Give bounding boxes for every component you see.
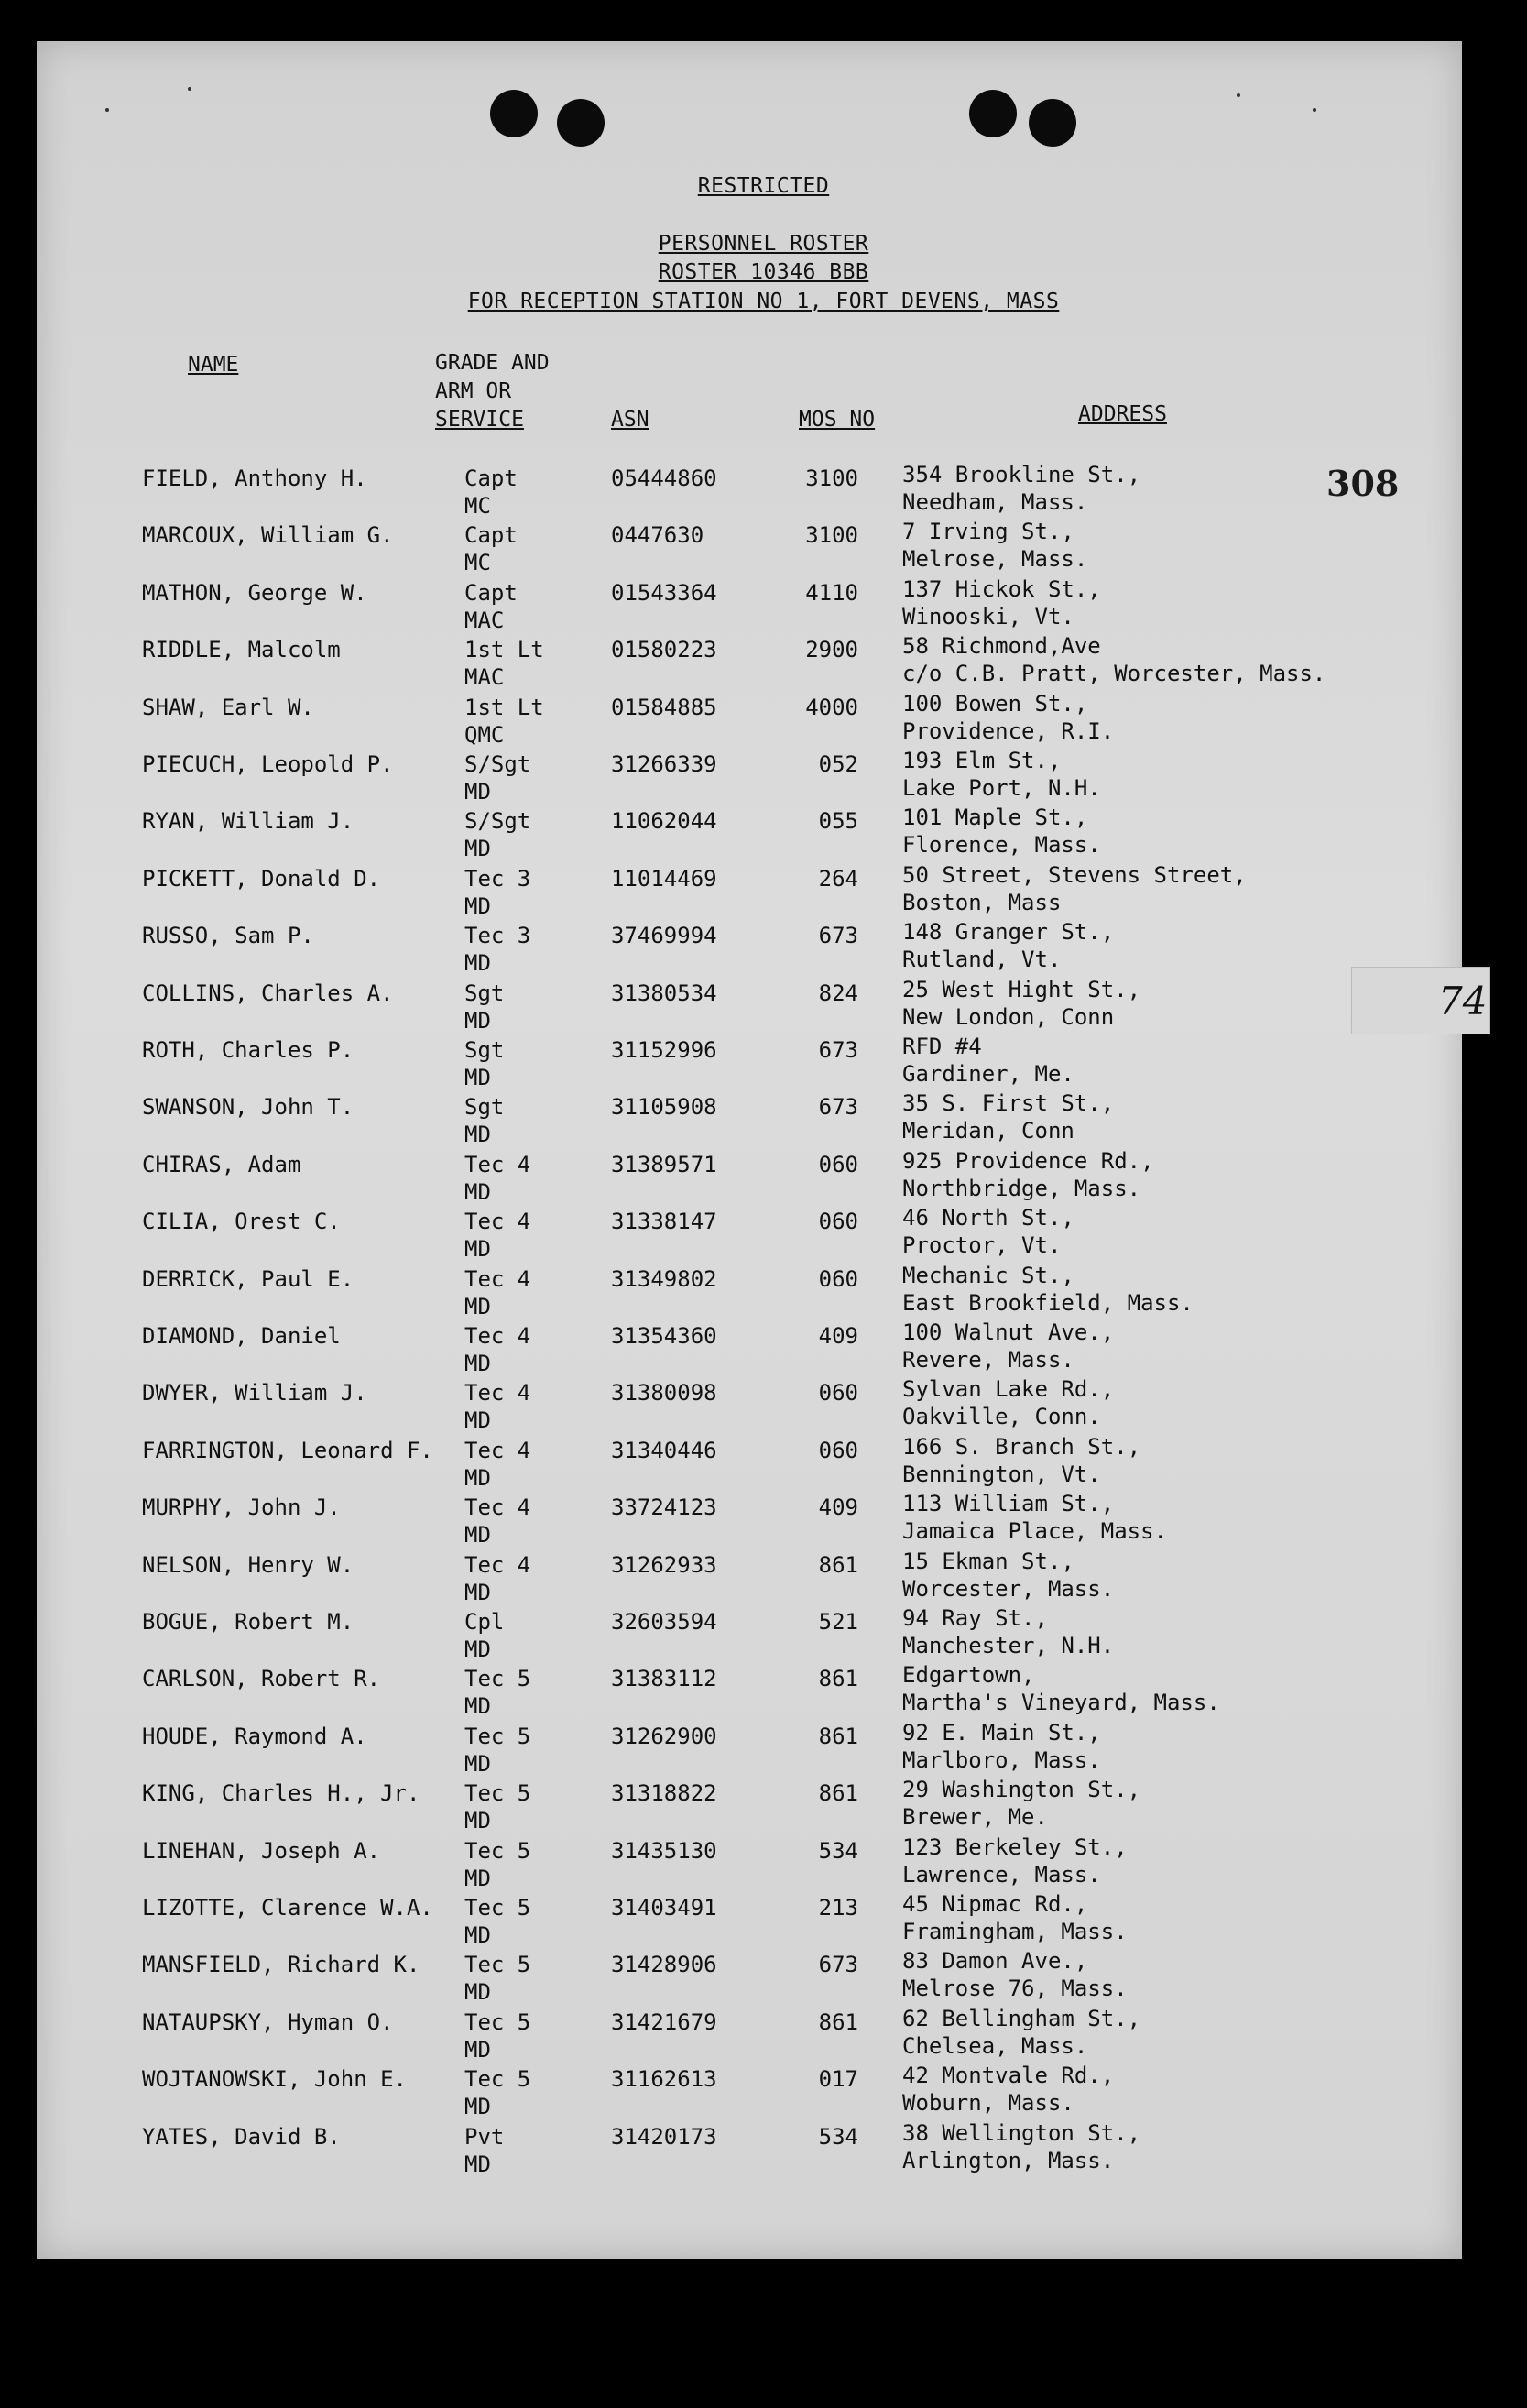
grade: Sgt — [464, 980, 505, 1006]
arm-or-service: MD — [464, 892, 491, 919]
table-row — [0, 1833, 1527, 1895]
grade: Tec 4 — [464, 1209, 531, 1235]
serial-number: 31380098 — [611, 1380, 717, 1406]
address-line-1: 94 Ray St., — [902, 1605, 1048, 1631]
address-line-1: 148 Granger St., — [902, 919, 1115, 946]
grade: Capt — [464, 579, 518, 606]
serial-number: 31383112 — [611, 1666, 717, 1692]
mos-number: 060 — [818, 1437, 858, 1463]
table-row — [0, 633, 1527, 694]
mos-number: 534 — [818, 1837, 858, 1864]
classification-heading: RESTRICTED — [697, 174, 830, 198]
address-line-2: New London, Conn — [902, 1003, 1115, 1030]
address-line-2: Oakville, Conn. — [902, 1404, 1101, 1430]
address-line-2: Revere, Mass. — [902, 1347, 1074, 1373]
mos-number: 534 — [818, 2123, 858, 2150]
person-name: PICKETT, Donald D. — [142, 865, 381, 892]
address-line-2: Northbridge, Mass. — [902, 1175, 1141, 1201]
person-name: SWANSON, John T. — [142, 1094, 354, 1121]
column-header-mos: MOS NO — [799, 408, 876, 432]
table-row — [0, 690, 1527, 751]
mos-number: 861 — [818, 1551, 858, 1578]
grade: Tec 4 — [464, 1265, 531, 1292]
person-name: DIAMOND, Daniel — [142, 1323, 341, 1349]
grade: Tec 5 — [464, 1952, 531, 1978]
punch-hole — [969, 90, 1017, 137]
address-line-1: Sylvan Lake Rd., — [902, 1376, 1115, 1403]
serial-number: 31338147 — [611, 1209, 717, 1235]
address-line-2: Needham, Mass. — [902, 489, 1088, 515]
table-row — [0, 1262, 1527, 1323]
column-header-name: NAME — [188, 353, 239, 377]
grade: Tec 5 — [464, 1780, 531, 1807]
table-row — [0, 1777, 1527, 1837]
serial-number: 31262933 — [611, 1551, 717, 1578]
address-line-1: 113 William St., — [902, 1491, 1115, 1517]
grade: 1st Lt — [464, 637, 544, 663]
arm-or-service: MD — [464, 1122, 491, 1148]
address-line-1: 100 Walnut Ave., — [902, 1319, 1115, 1345]
grade: Pvt — [464, 2123, 505, 2150]
table-row — [0, 748, 1527, 808]
person-name: KING, Charles H., Jr. — [142, 1780, 420, 1807]
table-row — [0, 1319, 1527, 1380]
address-line-2: Marlboro, Mass. — [902, 1746, 1101, 1773]
address-line-1: 38 Wellington St., — [902, 2119, 1141, 2146]
address-line-2: Lake Port, N.H. — [902, 775, 1101, 801]
table-row — [0, 1548, 1527, 1609]
address-line-1: 50 Street, Stevens Street, — [902, 861, 1247, 888]
table-row — [0, 1034, 1527, 1094]
serial-number: 37469994 — [611, 923, 717, 949]
mos-number: 060 — [818, 1151, 858, 1177]
address-line-1: 62 Bellingham St., — [902, 2005, 1141, 2031]
person-name: COLLINS, Charles A. — [142, 980, 394, 1006]
address-line-1: 100 Bowen St., — [902, 690, 1088, 717]
address-line-1: Edgartown, — [902, 1662, 1035, 1689]
speck — [1313, 108, 1316, 112]
table-row — [0, 919, 1527, 980]
table-row — [0, 519, 1527, 579]
address-line-2: Rutland, Vt. — [902, 947, 1062, 973]
arm-or-service: MD — [464, 2036, 491, 2063]
arm-or-service: MD — [464, 1007, 491, 1034]
address-line-1: 925 Providence Rd., — [902, 1147, 1154, 1174]
arm-or-service: MD — [464, 1065, 491, 1090]
grade: Sgt — [464, 1037, 505, 1063]
address-line-2: Meridan, Conn — [902, 1118, 1074, 1144]
tab-number: 74 — [1438, 979, 1488, 1023]
address-line-2: Framingham, Mass. — [902, 1919, 1128, 1944]
mos-number: 673 — [818, 1094, 858, 1121]
arm-or-service: MD — [464, 1464, 491, 1491]
address-line-2: Jamaica Place, Mass. — [902, 1518, 1167, 1545]
table-row — [0, 1491, 1527, 1551]
mos-number: 055 — [818, 808, 858, 835]
serial-number: 01580223 — [611, 637, 717, 663]
serial-number: 01543364 — [611, 579, 717, 606]
arm-or-service: MC — [464, 550, 491, 576]
address-line-1: 137 Hickok St., — [902, 575, 1101, 602]
address-line-1: RFD #4 — [902, 1034, 982, 1059]
mos-number: 673 — [818, 1952, 858, 1978]
grade: S/Sgt — [464, 808, 531, 835]
serial-number: 05444860 — [611, 465, 717, 491]
address-line-1: 15 Ekman St., — [902, 1548, 1074, 1574]
address-line-2: Winooski, Vt. — [902, 603, 1074, 629]
serial-number: 01584885 — [611, 694, 717, 720]
arm-or-service: MD — [464, 1236, 491, 1263]
arm-or-service: MD — [464, 836, 491, 862]
mos-number: 060 — [818, 1380, 858, 1406]
table-row — [0, 1891, 1527, 1952]
table-row — [0, 1147, 1527, 1209]
address-line-2: Melrose, Mass. — [902, 546, 1088, 573]
arm-or-service: MD — [464, 1693, 491, 1720]
serial-number: 31354360 — [611, 1323, 717, 1349]
arm-or-service: MD — [464, 2094, 491, 2120]
address-line-1: 166 S. Branch St., — [902, 1433, 1141, 1460]
mos-number: 060 — [818, 1209, 858, 1235]
address-line-1: 35 S. First St., — [902, 1090, 1115, 1117]
person-name: CHIRAS, Adam — [142, 1151, 301, 1177]
serial-number: 31262900 — [611, 1723, 717, 1749]
grade: Cpl — [464, 1609, 505, 1635]
mos-number: 409 — [818, 1494, 858, 1521]
person-name: YATES, David B. — [142, 2123, 341, 2150]
column-header-grade: GRADE AND ARM OR SERVICE — [435, 351, 550, 432]
punch-hole — [490, 90, 538, 137]
serial-number: 31420173 — [611, 2123, 717, 2150]
page-number: 308 — [1326, 463, 1400, 504]
address-line-2: East Brookfield, Mass. — [902, 1289, 1194, 1316]
address-line-1: 45 Nipmac Rd., — [902, 1891, 1088, 1917]
roster-number: ROSTER 10346 BBB — [658, 260, 869, 284]
person-name: WOJTANOWSKI, John E. — [142, 2066, 407, 2093]
table-row — [0, 2119, 1527, 2181]
arm-or-service: MD — [464, 1522, 491, 1549]
grade: Tec 4 — [464, 1151, 531, 1177]
table-row — [0, 1719, 1527, 1780]
arm-or-service: MD — [464, 1351, 491, 1376]
grade: Capt — [464, 522, 518, 549]
mos-number: 861 — [818, 1666, 858, 1692]
punch-hole — [557, 99, 605, 147]
speck — [188, 87, 191, 91]
arm-or-service: MD — [464, 1865, 491, 1891]
arm-or-service: MD — [464, 1636, 491, 1662]
serial-number: 31421679 — [611, 2008, 717, 2035]
serial-number: 32603594 — [611, 1609, 717, 1635]
table-row — [0, 575, 1527, 637]
address-line-2: Bennington, Vt. — [902, 1461, 1101, 1487]
grade: Tec 5 — [464, 1723, 531, 1749]
grade: Tec 4 — [464, 1437, 531, 1463]
mos-number: 4110 — [805, 579, 858, 606]
arm-or-service: MD — [464, 1808, 491, 1834]
grade: Tec 4 — [464, 1380, 531, 1406]
punch-hole — [1029, 99, 1076, 147]
arm-or-service: MC — [464, 493, 491, 519]
arm-or-service: MAC — [464, 607, 505, 633]
mos-number: 4000 — [805, 694, 858, 720]
arm-or-service: MD — [464, 950, 491, 977]
address-line-2: Gardiner, Me. — [902, 1061, 1074, 1087]
mos-number: 861 — [818, 1780, 858, 1807]
grade: Tec 4 — [464, 1551, 531, 1578]
mos-number: 824 — [818, 980, 858, 1006]
grade: Tec 5 — [464, 2066, 531, 2093]
address-line-1: Mechanic St., — [902, 1262, 1074, 1288]
arm-or-service: MD — [464, 1922, 491, 1948]
address-line-2: Florence, Mass. — [902, 832, 1101, 859]
address-line-2: Manchester, N.H. — [902, 1633, 1115, 1658]
address-line-2: Proctor, Vt. — [902, 1232, 1062, 1259]
serial-number: 31162613 — [611, 2066, 717, 2093]
mos-number: 264 — [818, 865, 858, 892]
grade: Tec 4 — [464, 1323, 531, 1349]
person-name: RUSSO, Sam P. — [142, 923, 314, 949]
person-name: LINEHAN, Joseph A. — [142, 1837, 381, 1864]
mos-number: 409 — [818, 1323, 858, 1349]
mos-number: 017 — [818, 2066, 858, 2093]
grade: Tec 4 — [464, 1494, 531, 1521]
address-line-1: 7 Irving St., — [902, 519, 1074, 545]
address-line-1: 193 Elm St., — [902, 748, 1062, 773]
address-line-2: Chelsea, Mass. — [902, 2032, 1088, 2059]
table-row — [0, 1376, 1527, 1437]
person-name: RYAN, William J. — [142, 808, 354, 835]
address-line-1: 42 Montvale Rd., — [902, 2063, 1115, 2089]
arm-or-service: MD — [464, 1178, 491, 1205]
person-name: MARCOUX, William G. — [142, 522, 394, 549]
person-name: LIZOTTE, Clarence W.A. — [142, 1895, 433, 1921]
serial-number: 31428906 — [611, 1952, 717, 1978]
arm-or-service: MD — [464, 1750, 491, 1777]
address-line-1: 29 Washington St., — [902, 1777, 1141, 1803]
arm-or-service: MD — [464, 1293, 491, 1319]
serial-number: 31349802 — [611, 1265, 717, 1292]
mos-number: 861 — [818, 1723, 858, 1749]
address-line-2: c/o C.B. Pratt, Worcester, Mass. — [902, 661, 1326, 687]
table-row — [0, 462, 1527, 522]
address-line-1: 123 Berkeley St., — [902, 1833, 1128, 1860]
mos-number: 3100 — [805, 465, 858, 491]
person-name: MANSFIELD, Richard K. — [142, 1952, 420, 1978]
arm-or-service: MD — [464, 1979, 491, 2006]
mos-number: 213 — [818, 1895, 858, 1921]
arm-or-service: MD — [464, 779, 491, 804]
mos-number: 861 — [818, 2008, 858, 2035]
serial-number: 31340446 — [611, 1437, 717, 1463]
address-line-1: 92 E. Main St., — [902, 1719, 1101, 1746]
table-row — [0, 976, 1527, 1037]
address-line-2: Martha's Vineyard, Mass. — [902, 1690, 1220, 1716]
serial-number: 31105908 — [611, 1094, 717, 1121]
arm-or-service: MD — [464, 1407, 491, 1434]
grade: Tec 3 — [464, 923, 531, 949]
table-row — [0, 861, 1527, 923]
person-name: RIDDLE, Malcolm — [142, 637, 341, 663]
roster-title: PERSONNEL ROSTER — [658, 232, 869, 256]
arm-or-service: MAC — [464, 664, 505, 691]
serial-number: 31380534 — [611, 980, 717, 1006]
table-row — [0, 2063, 1527, 2123]
person-name: PIECUCH, Leopold P. — [142, 751, 394, 777]
grade: Tec 3 — [464, 865, 531, 892]
table-row — [0, 1948, 1527, 2008]
person-name: NELSON, Henry W. — [142, 1551, 354, 1578]
table-row — [0, 1605, 1527, 1666]
column-header-address: ADDRESS — [1078, 402, 1167, 426]
mos-number: 060 — [818, 1265, 858, 1292]
grade: Tec 5 — [464, 1895, 531, 1921]
person-name: FIELD, Anthony H. — [142, 465, 367, 491]
person-name: MATHON, George W. — [142, 579, 367, 606]
arm-or-service: MD — [464, 2151, 491, 2177]
grade: Sgt — [464, 1094, 505, 1121]
serial-number: 11062044 — [611, 808, 717, 835]
table-row — [0, 1205, 1527, 1265]
address-line-2: Worcester, Mass. — [902, 1575, 1115, 1602]
station-line: FOR RECEPTION STATION NO 1, FORT DEVENS, MASS — [467, 290, 1060, 313]
address-line-1: 25 West Hight St., — [902, 976, 1141, 1002]
table-row — [0, 2005, 1527, 2066]
serial-number: 31266339 — [611, 751, 717, 777]
person-name: DERRICK, Paul E. — [142, 1265, 354, 1292]
person-name: CILIA, Orest C. — [142, 1209, 341, 1235]
arm-or-service: QMC — [464, 721, 505, 748]
address-line-2: Woburn, Mass. — [902, 2090, 1074, 2117]
address-line-1: 83 Damon Ave., — [902, 1948, 1088, 1975]
mos-number: 673 — [818, 923, 858, 949]
mos-number: 052 — [818, 751, 858, 777]
grade: Tec 5 — [464, 1837, 531, 1864]
address-line-1: 58 Richmond,Ave — [902, 633, 1101, 660]
address-line-2: Arlington, Mass. — [902, 2147, 1115, 2173]
mos-number: 3100 — [805, 522, 858, 549]
grade: 1st Lt — [464, 694, 544, 720]
serial-number: 31152996 — [611, 1037, 717, 1063]
person-name: FARRINGTON, Leonard F. — [142, 1437, 433, 1463]
person-name: DWYER, William J. — [142, 1380, 367, 1406]
person-name: BOGUE, Robert M. — [142, 1609, 354, 1635]
speck — [105, 108, 109, 112]
serial-number: 31403491 — [611, 1895, 717, 1921]
grade: Tec 5 — [464, 2008, 531, 2035]
grade: Tec 5 — [464, 1666, 531, 1692]
address-line-1: 354 Brookline St., — [902, 462, 1141, 487]
arm-or-service: MD — [464, 1579, 491, 1605]
mos-number: 2900 — [805, 637, 858, 663]
address-line-1: 46 North St., — [902, 1205, 1074, 1231]
table-row — [0, 1433, 1527, 1494]
person-name: CARLSON, Robert R. — [142, 1666, 381, 1692]
serial-number: 31435130 — [611, 1837, 717, 1864]
address-line-2: Melrose 76, Mass. — [902, 1976, 1128, 2002]
column-header-asn: ASN — [611, 408, 649, 432]
grade: Capt — [464, 465, 518, 491]
table-row — [0, 804, 1527, 865]
serial-number: 0447630 — [611, 522, 704, 549]
person-name: NATAUPSKY, Hyman O. — [142, 2008, 394, 2035]
serial-number: 31318822 — [611, 1780, 717, 1807]
mos-number: 521 — [818, 1609, 858, 1635]
mos-number: 673 — [818, 1037, 858, 1063]
table-row — [0, 1662, 1527, 1723]
address-line-2: Boston, Mass — [902, 889, 1062, 915]
serial-number: 11014469 — [611, 865, 717, 892]
address-line-2: Brewer, Me. — [902, 1804, 1048, 1831]
speck — [1237, 93, 1240, 97]
person-name: MURPHY, John J. — [142, 1494, 341, 1521]
address-line-2: Providence, R.I. — [902, 717, 1115, 744]
table-row — [0, 1090, 1527, 1151]
person-name: SHAW, Earl W. — [142, 694, 314, 720]
address-line-1: 101 Maple St., — [902, 804, 1088, 831]
serial-number: 33724123 — [611, 1494, 717, 1521]
person-name: ROTH, Charles P. — [142, 1037, 354, 1063]
address-line-2: Lawrence, Mass. — [902, 1861, 1101, 1888]
serial-number: 31389571 — [611, 1151, 717, 1177]
grade: S/Sgt — [464, 751, 531, 777]
person-name: HOUDE, Raymond A. — [142, 1723, 367, 1749]
